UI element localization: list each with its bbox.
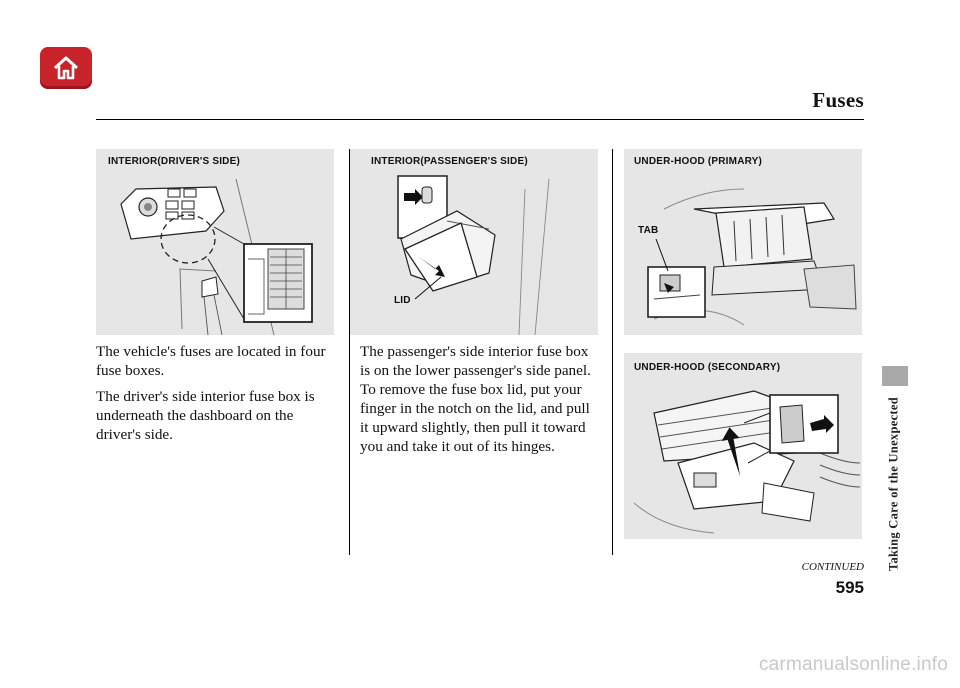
passenger-side-label: INTERIOR(PASSENGER'S SIDE): [371, 156, 528, 167]
col1-paragraph-1: The vehicle's fuses are located in four fuse boxes.: [96, 343, 326, 379]
column-1-text: [96, 342, 336, 451]
column-divider-2: [612, 149, 613, 555]
col1-paragraph-2: The driver's side interior fuse box is underneath the dashboard on the driver's side.: [96, 388, 315, 443]
column-2-text: [360, 342, 600, 463]
passenger-side-drawing: [349, 149, 598, 335]
drivers-side-illustration: [96, 149, 334, 335]
column-divider-1: [349, 149, 350, 555]
under-hood-secondary-illustration: [624, 353, 862, 539]
tab-callout: TAB: [638, 225, 659, 236]
page-number: 595: [835, 578, 864, 597]
watermark: carmanualsonline.info: [758, 654, 948, 675]
lid-callout: LID: [394, 295, 411, 306]
header-rule: [96, 119, 864, 120]
under-hood-primary-label: UNDER-HOOD (PRIMARY): [634, 156, 763, 167]
section-title: Fuses: [812, 88, 864, 112]
under-hood-secondary-label: UNDER-HOOD (SECONDARY): [634, 362, 781, 373]
drivers-side-drawing: [96, 149, 334, 335]
home-icon: [52, 54, 80, 82]
chapter-tab-marker[interactable]: [882, 366, 908, 386]
under-hood-primary-drawing: [624, 149, 862, 335]
under-hood-secondary-drawing: [624, 353, 862, 539]
continued-label: CONTINUED: [801, 561, 864, 573]
drivers-side-label: INTERIOR(DRIVER'S SIDE): [108, 156, 240, 167]
under-hood-primary-illustration: [624, 149, 862, 335]
col2-paragraph-1: The passenger's side interior fuse box is on the lower passenger's side panel. To remove the fuse box lid, put your finger in the notch on the lid, and pull it upward slightly, then pull it toward you and take it out of its hinges.: [360, 343, 591, 455]
passenger-side-illustration: [349, 149, 598, 335]
chapter-title: Taking Care of the Unexpected: [886, 397, 901, 571]
home-button[interactable]: [40, 47, 92, 89]
chapter-title-vertical: [881, 392, 907, 576]
